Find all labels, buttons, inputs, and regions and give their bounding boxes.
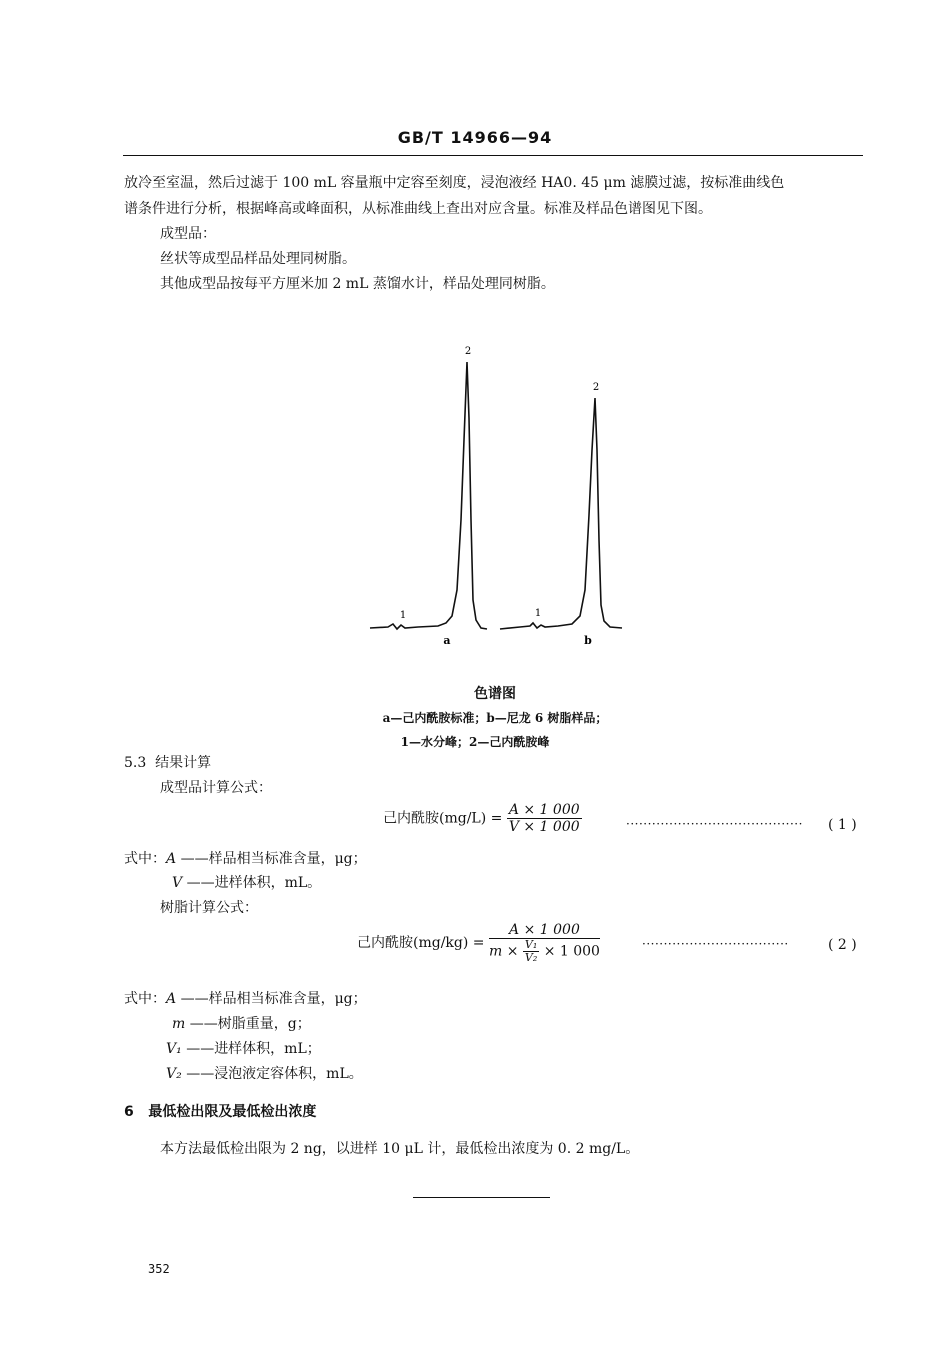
filament-products-line: 丝状等成型品样品处理同树脂。	[160, 251, 356, 267]
trace-a	[370, 362, 487, 629]
where-label: 式中：	[124, 851, 166, 867]
where-description: ——浸泡液定容体积，mL。	[186, 1066, 363, 1082]
formula-2-inner-fraction	[523, 939, 539, 964]
where-1-row-2	[172, 872, 321, 894]
molded-products-label: 成型品：	[160, 226, 216, 242]
where-symbol: V	[172, 875, 183, 891]
where-1-row-1	[124, 848, 367, 870]
section-number: 5.3	[124, 755, 147, 771]
figure-caption-title: 色谱图	[474, 686, 516, 702]
formula-1-leader: ·········································	[626, 817, 803, 831]
formula-1-numerator: A × 1 000	[508, 802, 580, 818]
trace-b	[500, 398, 622, 629]
resin-formula-label: 树脂计算公式：	[160, 900, 258, 916]
page-number: 352	[148, 1262, 170, 1276]
paragraph-line-2: 谱条件进行分析，根据峰高或峰面积，从标准曲线上查出对应含量。标准及样品色谱图见下图。	[124, 201, 712, 217]
paragraph-line-1: 放冷至室温，然后过滤于 100 mL 容量瓶中定容至刻度，浸泡液经 HA0. 45 μm 滤膜过滤，按标准曲线色	[124, 175, 785, 191]
where-2-row-1	[124, 988, 367, 1010]
formula-1	[383, 802, 582, 835]
section-5-3-heading	[124, 752, 211, 774]
formula-2	[357, 922, 600, 964]
formula-2-denominator	[489, 939, 600, 964]
where-2-row-3	[166, 1038, 321, 1060]
figure-caption-line-2: 1—水分峰；2—己内酰胺峰	[400, 735, 550, 749]
panel-label-a: a	[443, 634, 451, 647]
formula-2-fraction	[489, 922, 600, 964]
formula-2-den-m: m ×	[488, 943, 519, 960]
section-6-heading	[124, 1101, 316, 1121]
formula-2-tag: ( 2 )	[828, 937, 857, 953]
where-symbol: A	[166, 991, 177, 1007]
where-description: ——树脂重量，g；	[189, 1016, 311, 1032]
chromatogram-figure	[360, 340, 640, 650]
where-2-row-4	[166, 1063, 363, 1085]
formula-1-lhs: 己内酰胺(mg/L) =	[383, 810, 503, 827]
other-products-line: 其他成型品按每平方厘米加 2 mL 蒸馏水计，样品处理同树脂。	[160, 276, 555, 292]
section-title: 结果计算	[155, 755, 212, 771]
peak-label-a1: 1	[399, 610, 407, 621]
figure-caption-line-1: a—己内酰胺标准；b—尼龙 6 树脂样品；	[382, 711, 608, 725]
where-label: 式中：	[124, 991, 166, 1007]
where-description: ——进样体积，mL；	[186, 1041, 321, 1057]
formula-2-numerator: A × 1 000	[489, 922, 600, 939]
where-description: ——样品相当标准含量，μg；	[180, 851, 367, 867]
formula-1-denominator: V × 1 000	[508, 819, 580, 835]
formula-2-den-tail: × 1 000	[543, 943, 600, 960]
end-separator-rule	[413, 1197, 550, 1198]
section-6-text: 本方法最低检出限为 2 ng，以进样 10 μL 计，最低检出浓度为 0. 2 mg/L。	[160, 1141, 640, 1157]
section-title: 最低检出限及最低检出浓度	[148, 1104, 317, 1120]
formula-2-v1: V₁	[524, 938, 538, 951]
where-symbol: A	[166, 851, 177, 867]
where-symbol: V₂	[166, 1066, 182, 1082]
panel-label-b: b	[584, 634, 592, 647]
header-rule	[123, 155, 863, 156]
standard-number: GB/T 14966—94	[397, 128, 553, 147]
peak-label-b1: 1	[534, 608, 542, 619]
peak-label-b2: 2	[592, 382, 600, 393]
where-symbol: m	[172, 1016, 186, 1032]
where-description: ——样品相当标准含量，μg；	[180, 991, 367, 1007]
formula-1-fraction	[507, 802, 582, 835]
where-description: ——进样体积，mL。	[186, 875, 322, 891]
molded-formula-label: 成型品计算公式：	[160, 780, 272, 796]
where-2-row-2	[172, 1013, 311, 1035]
formula-2-v2: V₂	[524, 951, 538, 964]
peak-label-a2: 2	[464, 346, 472, 357]
formula-2-lhs: 己内酰胺(mg/kg) =	[357, 935, 485, 951]
formula-2-leader: ··································	[642, 937, 789, 951]
where-symbol: V₁	[166, 1041, 182, 1057]
formula-1-tag: ( 1 )	[828, 817, 857, 833]
section-number: 6	[124, 1104, 134, 1120]
